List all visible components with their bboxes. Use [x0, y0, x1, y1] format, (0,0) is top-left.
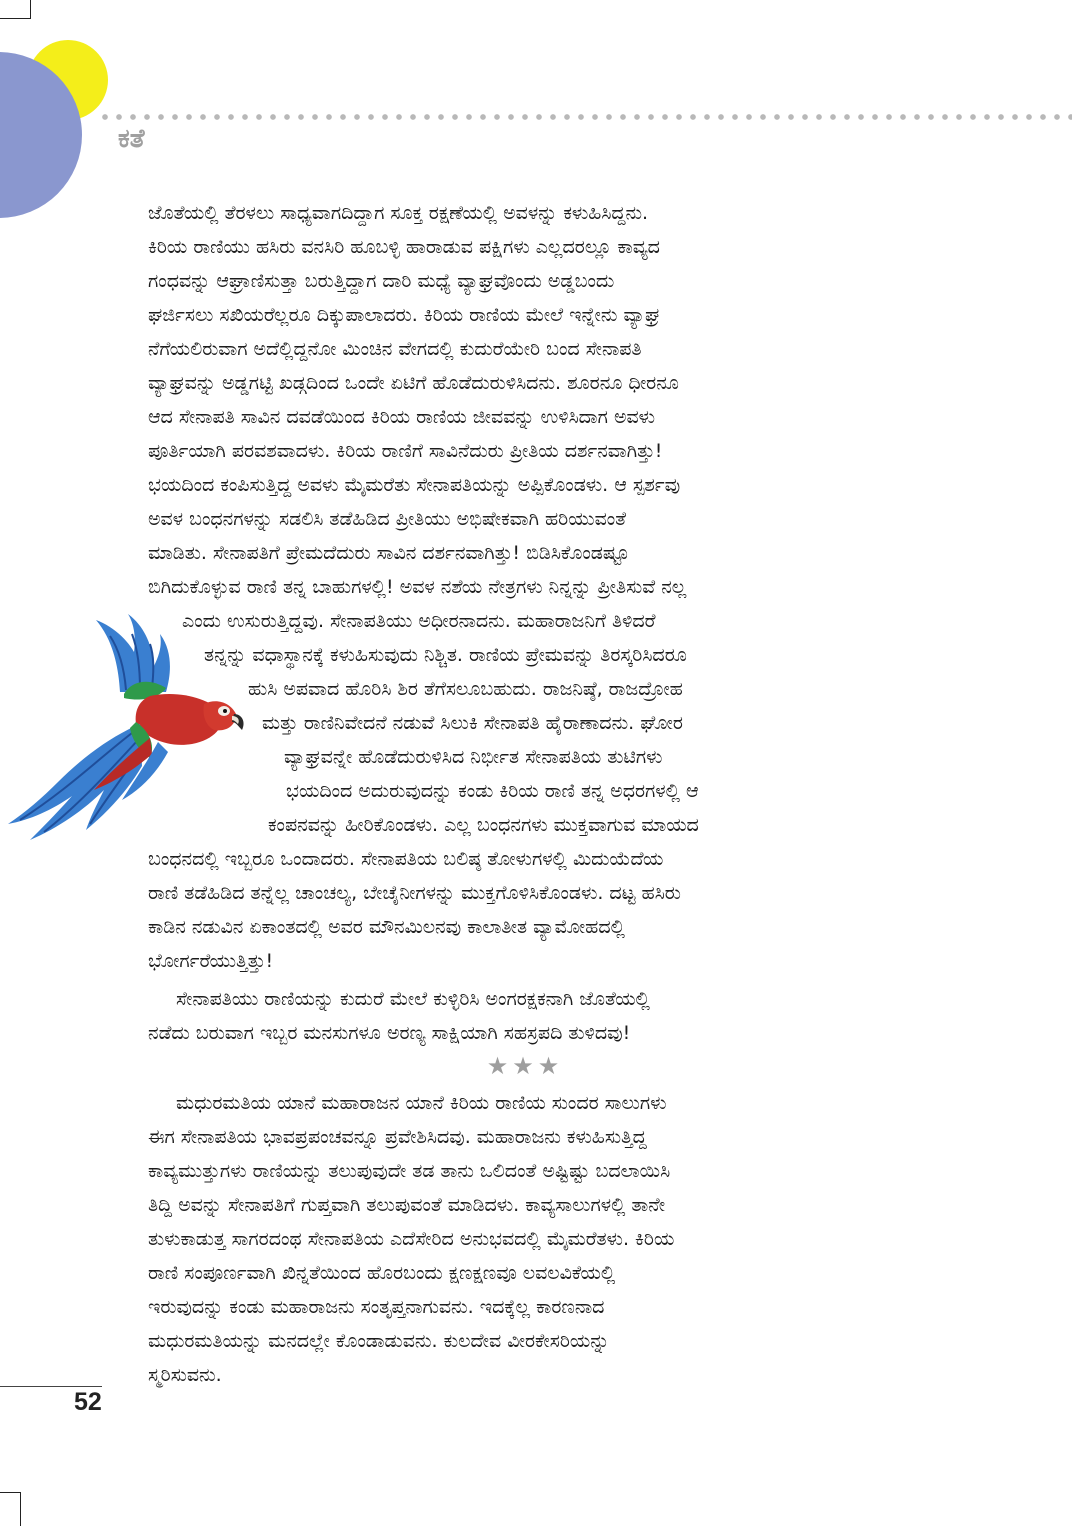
- text-line: ರಾಣಿ ಸಂಪೂರ್ಣವಾಗಿ ಖಿನ್ನತೆಯಿಂದ ಹೊರಬಂದು ಕ್ಷಣಕ್ಷಣವೂ ಲವಲವಿಕೆಯಲ್ಲಿ: [148, 1262, 616, 1284]
- section-separator-stars: ★★★: [486, 1052, 564, 1080]
- crop-mark-bottom: [0, 1492, 21, 1526]
- parrot-illustration: [0, 606, 290, 846]
- text-line: ಕಂಪನವನ್ನು ಹೀರಿಕೊಂಡಳು. ಎಲ್ಲ ಬಂಧನಗಳು ಮುಕ್ತವಾಗುವ ಮಾಯದ: [268, 814, 699, 836]
- text-line: ಮಾಡಿತು. ಸೇನಾಪತಿಗೆ ಪ್ರೇಮದೆದುರು ಸಾವಿನ ದರ್ಶನವಾಗಿತ್ತು! ಬಿಡಿಸಿಕೊಂಡಷ್ಟೂ: [148, 542, 630, 564]
- text-line: ನೆಗೆಯಲಿರುವಾಗ ಅದೆಲ್ಲಿದ್ದನೋ ಮಿಂಚಿನ ವೇಗದಲ್ಲಿ ಕುದುರೆಯೇರಿ ಬಂದ ಸೇನಾಪತಿ: [148, 338, 642, 360]
- page-number: 52: [74, 1388, 102, 1416]
- footer-rule: [0, 1386, 102, 1387]
- text-line: ಮಧುರಮತಿಯನ್ನು ಮನದಲ್ಲೇ ಕೊಂಡಾಡುವನು. ಕುಲದೇವ ವೀರಕೇಸರಿಯನ್ನು: [148, 1330, 610, 1352]
- text-line: ಕಾಡಿನ ನಡುವಿನ ಏಕಾಂತದಲ್ಲಿ ಅವರ ಮೌನಮಿಲನವು ಕಾಲಾತೀತ ವ್ಯಾಮೋಹದಲ್ಲಿ: [148, 916, 625, 938]
- text-line: ಗಂಧವನ್ನು ಆಘ್ರಾಣಿಸುತ್ತಾ ಬರುತ್ತಿದ್ದಾಗ ದಾರಿ ಮಧ್ಯೆ ವ್ಯಾಘ್ರವೊಂದು ಅಡ್ಡಬಂದು: [148, 270, 615, 292]
- text-line: ಕಾವ್ಯಮುತ್ತುಗಳು ರಾಣಿಯನ್ನು ತಲುಪುವುದೇ ತಡ ತಾನು ಒಲಿದಂತೆ ಅಷ್ಟಿಷ್ಟು ಬದಲಾಯಿಸಿ: [148, 1160, 671, 1182]
- text-line: ಬಂಧನದಲ್ಲಿ ಇಬ್ಬರೂ ಒಂದಾದರು. ಸೇನಾಪತಿಯ ಬಲಿಷ್ಠ ತೋಳುಗಳಲ್ಲಿ ಮಿದುಯೆದೆಯ: [148, 848, 664, 870]
- text-line: ವ್ಯಾಘ್ರವನ್ನೇ ಹೊಡೆದುರುಳಿಸಿದ ನಿರ್ಭೀತ ಸೇನಾಪತಿಯ ತುಟಿಗಳು: [284, 746, 663, 768]
- text-line: ತುಳುಕಾಡುತ್ತ ಸಾಗರದಂಥ ಸೇನಾಪತಿಯ ಎದೆಸೇರಿದ ಅನುಭವದಲ್ಲಿ ಮೈಮರೆತಳು. ಕಿರಿಯ: [148, 1228, 675, 1250]
- text-line: ಈಗ ಸೇನಾಪತಿಯ ಭಾವಪ್ರಪಂಚವನ್ನೂ ಪ್ರವೇಶಿಸಿದವು. ಮಹಾರಾಜನು ಕಳುಹಿಸುತ್ತಿದ್ದ: [148, 1126, 647, 1148]
- text-line: ಭಯದಿಂದ ಕಂಪಿಸುತ್ತಿದ್ದ ಅವಳು ಮೈಮರೆತು ಸೇನಾಪತಿಯನ್ನು ಅಪ್ಪಿಕೊಂಡಳು. ಆ ಸ್ಪರ್ಶವು: [148, 474, 681, 496]
- text-line: ಜೊತೆಯಲ್ಲಿ ತೆರಳಲು ಸಾಧ್ಯವಾಗದಿದ್ದಾಗ ಸೂಕ್ತ ರಕ್ಷಣೆಯಲ್ಲಿ ಅವಳನ್ನು ಕಳುಹಿಸಿದ್ದನು.: [148, 202, 649, 224]
- text-line: ಬಿಗಿದುಕೊಳ್ಳುವ ರಾಣಿ ತನ್ನ ಬಾಹುಗಳಲ್ಲಿ! ಅವಳ ನಶೆಯ ನೇತ್ರಗಳು ನಿನ್ನನ್ನು ಪ್ರೀತಿಸುವೆ ನಲ್ಲ: [148, 576, 687, 598]
- text-line: ರಾಣಿ ತಡೆಹಿಡಿದ ತನ್ನೆಲ್ಲ ಚಾಂಚಲ್ಯ, ಬೇಚೈನೀಗಳನ್ನು ಮುಕ್ತಗೊಳಿಸಿಕೊಂಡಳು. ದಟ್ಟ ಹಸಿರು: [148, 882, 681, 904]
- text-line: ಅವಳ ಬಂಧನಗಳನ್ನು ಸಡಲಿಸಿ ತಡೆಹಿಡಿದ ಪ್ರೀತಿಯು ಅಭಿಷೇಕವಾಗಿ ಹರಿಯುವಂತೆ: [148, 508, 627, 530]
- text-line: ತನ್ನನ್ನು ವಧಾಸ್ಥಾನಕ್ಕೆ ಕಳುಹಿಸುವುದು ನಿಶ್ಚಿತ. ರಾಣಿಯ ಪ್ರೇಮವನ್ನು ತಿರಸ್ಕರಿಸಿದರೂ: [204, 644, 687, 666]
- text-line: ಸ್ಮರಿಸುವನು.: [148, 1364, 222, 1386]
- crop-mark-top: [0, 0, 31, 19]
- text-line: ಸೇನಾಪತಿಯು ರಾಣಿಯನ್ನು ಕುದುರೆ ಮೇಲೆ ಕುಳ್ಳಿರಿಸಿ ಅಂಗರಕ್ಷಕನಾಗಿ ಜೊತೆಯಲ್ಲಿ: [176, 988, 650, 1010]
- text-line: ಹುಸಿ ಅಪವಾದ ಹೊರಿಸಿ ಶಿರ ತೆಗೆಸಲೂಬಹುದು. ರಾಜನಿಷ್ಠೆ, ರಾಜದ್ರೋಹ: [248, 678, 683, 700]
- text-line: ತಿದ್ದಿ ಅವನ್ನು ಸೇನಾಪತಿಗೆ ಗುಪ್ತವಾಗಿ ತಲುಪುವಂತೆ ಮಾಡಿದಳು. ಕಾವ್ಯಸಾಲುಗಳಲ್ಲಿ ತಾನೇ: [148, 1194, 666, 1216]
- text-line: ಇರುವುದನ್ನು ಕಂಡು ಮಹಾರಾಜನು ಸಂತೃಪ್ತನಾಗುವನು. ಇದಕ್ಕೆಲ್ಲ ಕಾರಣನಾದ: [148, 1296, 605, 1318]
- text-line: ಮತ್ತು ರಾಣಿನಿವೇದನೆ ನಡುವೆ ಸಿಲುಕಿ ಸೇನಾಪತಿ ಹೈರಾಣಾದನು. ಘೋರ: [262, 712, 683, 734]
- text-line: ಎಂದು ಉಸುರುತ್ತಿದ್ದವು. ಸೇನಾಪತಿಯು ಅಧೀರನಾದನು. ಮಹಾರಾಜನಿಗೆ ತಿಳಿದರೆ: [182, 610, 656, 632]
- text-line: ಭೋರ್ಗರೆಯುತ್ತಿತ್ತು!: [148, 950, 274, 972]
- dotted-header-rule: [98, 113, 1072, 121]
- text-line: ಘರ್ಜಿಸಲು ಸಖಿಯರೆಲ್ಲರೂ ದಿಕ್ಕುಪಾಲಾದರು. ಕಿರಿಯ ರಾಣಿಯ ಮೇಲೆ ಇನ್ನೇನು ವ್ಯಾಘ್ರ: [148, 304, 661, 326]
- text-line: ಮಧುರಮತಿಯ ಯಾನೆ ಮಹಾರಾಜನ ಯಾನೆ ಕಿರಿಯ ರಾಣಿಯ ಸುಂದರ ಸಾಲುಗಳು: [176, 1092, 667, 1114]
- text-line: ಪೂರ್ತಿಯಾಗಿ ಪರವಶವಾದಳು. ಕಿರಿಯ ರಾಣಿಗೆ ಸಾವಿನೆದುರು ಪ್ರೀತಿಯ ದರ್ಶನವಾಗಿತ್ತು!: [148, 440, 663, 462]
- text-line: ನಡೆದು ಬರುವಾಗ ಇಬ್ಬರ ಮನಸುಗಳೂ ಅರಣ್ಯ ಸಾಕ್ಷಿಯಾಗಿ ಸಹಸ್ರಪದಿ ತುಳಿದವು!: [148, 1022, 631, 1044]
- text-line: ವ್ಯಾಘ್ರವನ್ನು ಅಡ್ಡಗಟ್ಟಿ ಖಡ್ಗದಿಂದ ಒಂದೇ ಏಟಿಗೆ ಹೊಡೆದುರುಳಿಸಿದನು. ಶೂರನೂ ಧೀರನೂ: [148, 372, 679, 394]
- text-line: ಕಿರಿಯ ರಾಣಿಯು ಹಸಿರು ವನಸಿರಿ ಹೂಬಳ್ಳಿ ಹಾರಾಡುವ ಪಕ್ಷಿಗಳು ಎಲ್ಲದರಲ್ಲೂ ಕಾವ್ಯದ: [148, 236, 660, 258]
- text-line: ಆದ ಸೇನಾಪತಿ ಸಾವಿನ ದವಡೆಯಿಂದ ಕಿರಿಯ ರಾಣಿಯ ಜೀವವನ್ನು ಉಳಿಸಿದಾಗ ಅವಳು: [148, 406, 656, 428]
- text-line: ಭಯದಿಂದ ಅದುರುವುದನ್ನು ಕಂಡು ಕಿರಿಯ ರಾಣಿ ತನ್ನ ಅಧರಗಳಲ್ಲಿ ಆ: [286, 780, 699, 802]
- section-label: ಕತೆ: [118, 124, 145, 154]
